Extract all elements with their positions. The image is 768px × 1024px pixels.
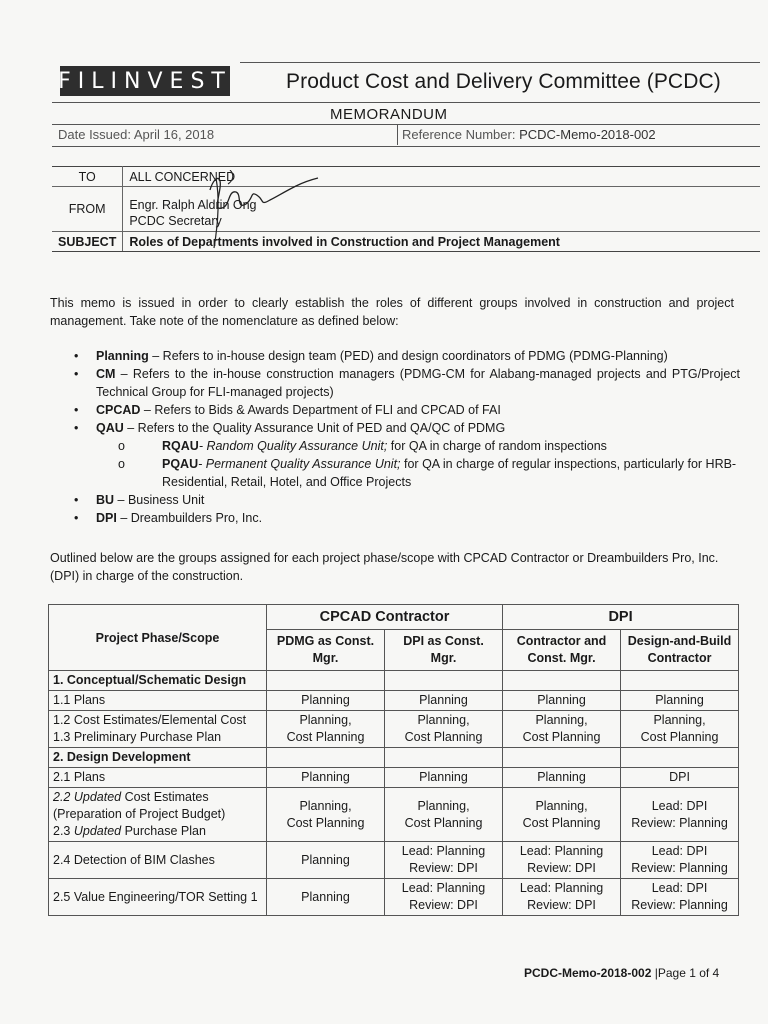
term: CPCAD [96,403,141,417]
memorandum-label: MEMORANDUM [330,106,448,123]
phase-cell: 1.1 Plans [49,691,267,711]
table-cell: DPI [621,768,739,788]
phase-line: 1.2 Cost Estimates/Elemental Cost [53,713,247,727]
definition: – Business Unit [114,493,205,507]
phase-line: 2.2 Updated [53,790,122,804]
table-cell: Planning [503,768,621,788]
table-cell: Lead: Planning Review: DPI [503,842,621,879]
to-value: ALL CONCERNED [123,167,760,187]
definition: – Refers to the in-house construction managers (PDMG-CM for Alabang-managed projects and PTG/Project Technical Group for FLI-managed projects) [96,367,740,399]
definition: for QA in charge of random inspections [387,439,607,453]
footer-page-number: |Page 1 of 4 [654,966,720,980]
phase-scope-table [48,604,739,916]
table-cell: Planning, Cost Planning [267,788,385,842]
term: Planning [96,349,149,363]
bullet: • [74,349,79,363]
table-cell: Planning, Cost Planning [385,711,503,748]
phase-line: 1.3 Preliminary Purchase Plan [53,730,222,744]
definition: – Dreambuilders Pro, Inc. [116,511,263,525]
column-header: PDMG as Const. Mgr. [267,630,385,671]
sub-bullet: o [118,457,125,471]
table-row [49,788,739,842]
column-header: DPI as Const. Mgr. [385,630,503,671]
header-rule [52,146,760,147]
list-item [50,509,740,527]
reference-label: Reference Number: [402,127,516,142]
table-row [49,768,739,788]
phase-cell [49,788,267,842]
definition: – Refers to in-house design team (PED) and design coordinators of PDMG (PDMG-Planning) [148,349,668,363]
term-expansion: - Random Quality Assurance Unit; [198,439,388,453]
from-label: FROM [52,187,123,232]
definition: – Refers to the Quality Assurance Unit of PED and QA/QC of PDMG [123,421,506,435]
table-row [49,879,739,916]
to-label: TO [52,167,123,187]
column-header: Contractor and Const. Mgr. [503,630,621,671]
table-cell: Planning [385,768,503,788]
phase-line: 2.3 [53,824,74,838]
page-footer [524,966,719,980]
subject-label: SUBJECT [52,232,123,252]
table-cell: Planning [267,879,385,916]
phase-line: Cost Estimates (Preparation of Project Budget) [53,790,226,821]
phase-cell [49,711,267,748]
term: QAU [96,421,124,435]
term: CM [96,367,116,381]
bullet: • [74,367,79,381]
table-cell: Planning [267,842,385,879]
intro-paragraph: This memo is issued in order to clearly establish the roles of different groups involved in construction and project management. Take note of the nomenclature as defined below: [50,296,734,328]
table-cell: Planning, Cost Planning [267,711,385,748]
table-row [49,842,739,879]
nomenclature-list [50,347,740,527]
table-cell: Planning [621,691,739,711]
phase-cell: 2.4 Detection of BIM Clashes [49,842,267,879]
header-rule [52,124,760,125]
phase-cell: 2.5 Value Engineering/TOR Setting 1 [49,879,267,916]
list-item [50,491,740,509]
list-item [50,437,740,455]
filinvest-logo: FILINVEST [60,66,230,96]
table-row [49,691,739,711]
table-row [49,671,739,691]
table-cell: Lead: Planning Review: DPI [385,842,503,879]
table-cell: Lead: Planning Review: DPI [385,879,503,916]
header-rule [52,102,760,103]
phase-line: Updated [73,824,122,838]
table-cell: Planning [385,691,503,711]
signature-scribble [200,170,340,250]
table-cell: Planning, Cost Planning [503,711,621,748]
table-cell: Lead: DPI Review: Planning [621,788,739,842]
table-row [49,748,739,768]
memo-header-fields [52,166,760,252]
term: BU [96,493,115,507]
table-cell: Planning [267,691,385,711]
section-label: 2. Design Development [49,748,267,768]
table-cell: Lead: DPI Review: Planning [621,879,739,916]
table-cell: Planning, Cost Planning [503,788,621,842]
sub-bullet: o [118,439,125,453]
bullet: • [74,511,79,525]
outline-paragraph: Outlined below are the groups assigned for each project phase/scope with CPCAD Contractor or Dreambuilders Pro, Inc. (DPI) in charge of the construction. [50,551,719,583]
reference-value: PCDC-Memo-2018-002 [519,127,656,142]
bullet: • [74,403,79,417]
list-item [50,455,740,491]
phase-cell: 2.1 Plans [49,768,267,788]
date-issued: Date Issued: April 16, 2018 [58,127,215,142]
term: PQAU [162,457,199,471]
cpcad-group-header: CPCAD Contractor [267,605,503,630]
table-cell: Lead: DPI Review: Planning [621,842,739,879]
list-item [50,347,740,365]
table-row [49,711,739,748]
phase-header: Project Phase/Scope [49,605,267,671]
from-position: PCDC Secretary [123,212,760,232]
bullet: • [74,493,79,507]
term-expansion: - Permanent Quality Assurance Unit; [198,457,401,471]
footer-memo-id: PCDC-Memo-2018-002 [524,966,652,980]
list-item [50,401,740,419]
header-top-rule [240,62,760,63]
from-name: Engr. Ralph Aldrin Ong [129,197,257,212]
reference-number [402,127,656,142]
list-item [50,365,740,401]
bullet: • [74,421,79,435]
term: DPI [96,511,117,525]
dpi-group-header: DPI [503,605,739,630]
table-cell: Lead: Planning Review: DPI [503,879,621,916]
table-cell: Planning, Cost Planning [621,711,739,748]
info-separator [397,124,398,145]
subject-value: Roles of Departments involved in Construction and Project Management [123,232,760,252]
column-header: Design-and-Build Contractor [621,630,739,671]
term: RQAU [162,439,199,453]
table-cell: Planning [267,768,385,788]
list-item [50,419,740,437]
phase-line: Purchase Plan [121,824,206,838]
table-cell: Planning, Cost Planning [385,788,503,842]
table-cell: Planning [503,691,621,711]
committee-title: Product Cost and Delivery Committee (PCDC) [286,70,721,93]
definition: – Refers to Bids & Awards Department of FLI and CPCAD of FAI [140,403,501,417]
section-label: 1. Conceptual/Schematic Design [49,671,267,691]
definition: for QA in charge of regular inspections, particularly for HRB-Residential, Retail, Hotel, and Office Projects [162,457,737,489]
